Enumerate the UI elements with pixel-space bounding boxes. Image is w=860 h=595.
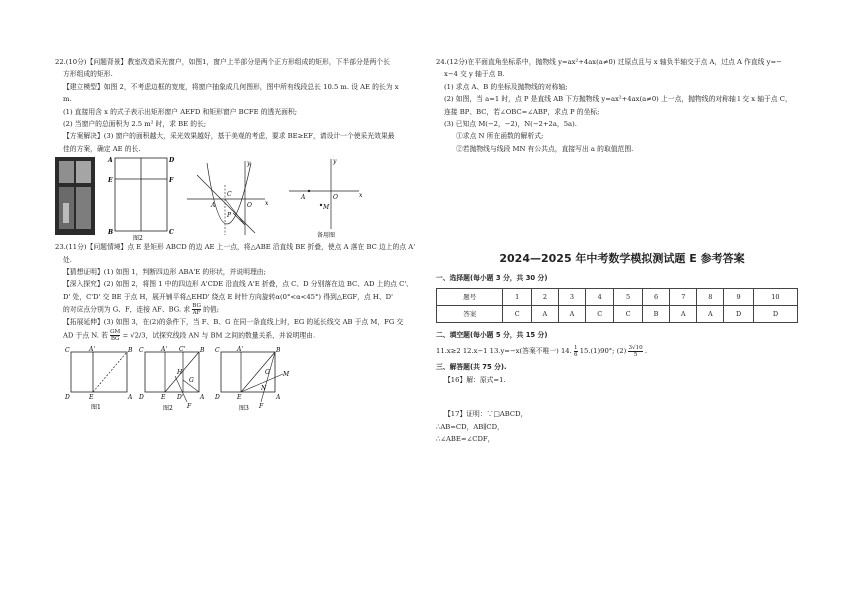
answer-table [436,288,798,323]
figure-23-1 [65,346,135,412]
q24-line5: 连接 BP、BC，若∠OBC=∠ABP，求点 P 的坐标; [444,107,600,116]
table-row: 题号 1 2 3 4 5 6 7 8 9 10 [437,289,798,306]
caption-23-1: 图1 [91,403,101,411]
q22-line1: 22.(10分)【问题背景】教室改造采光窗户，如图1，窗户上半部分是两个正方形组成的矩形，下半部分是两个长 [55,58,390,66]
q24-line1: 24.(12分)在平面直角坐标系中，抛物线 y=ax²+4ax(a≠0) 过原点且与 x 轴负半轴交于点 A，过点 A 作直线 y=− [436,58,782,66]
section-solve: 三、解答题(共 75 分). [436,363,507,372]
q22-line8: 佳的方案，确定 AE 的长. [63,144,141,153]
fig2-F: F [187,402,192,410]
right-column [436,0,808,446]
label-O: O [247,202,252,210]
fig3-F: F [259,402,264,410]
label-E: E [108,177,113,185]
fig2-A-prime: A' [161,345,167,353]
answer-16: 【16】解：原式=1. [444,375,506,384]
q23-line8: AD 于点 N. 若 $\frac{GM}{BG}$ = √2/3，试探究线段 AN 与 BM 之间的数量关系，并说明理由. [63,328,316,342]
section-choice: 一、选择题(每小题 3 分，共 30 分) [436,273,548,282]
answer-title: 2024—2025 年中考数学模拟测试题 E 参考答案 [499,252,745,266]
q22-line6: (2) 当窗户的总面积为 2.5 m² 时，求 BE 的长; [63,120,207,129]
fig3-B: B [276,346,281,354]
label-D: D [169,157,175,165]
q23-line4: 【深入探究】(2) 如图 2，将图 1 中的四边形 A'CDE 沿直线 A'E 折叠，点 C、D 分别落在边 BC、AD 上的点 C'、 [63,280,413,289]
answer-17-line2: ∴AB=CD，AB∥CD， [436,422,504,431]
q23-line5: D' 处，C'D' 交 BE 于点 H，展开铺平将△EHD' 绕点 E 时针方向旋转α(0°<α<45°) 得到△EGF，点 H、D' [63,292,393,301]
caption-backup: 备用图 [317,232,336,240]
caption-23-2: 图2 [163,404,173,412]
fig3-A-prime: A' [237,345,243,353]
fig3-A: A [276,393,281,401]
q22-figures [55,155,417,241]
fill-answers: 11.x≥2 12.x−1 13.y=−x(答案不唯一) 14. $\frac{1}{6}$ 15.(1)90°; (2) $\frac{3√10}{5}$ . [436,344,648,358]
fig1-A: A [128,393,133,401]
q22-line3: 【建立模型】如图 2，不考虑边框的宽度，将窗户抽象成几何图形，图中所有线段总长 10.5 m. 设 AE 的长为 x [63,82,399,91]
left-column [55,0,417,410]
label-A2: A [211,202,216,210]
q23-line3: 【猜想证明】(1) 如图 1，判断四边形 ABA'E 的形状，并说明理由; [63,268,266,277]
fig2-B: B [200,346,205,354]
fig3-C: C [215,346,220,354]
label-x2: x [359,192,363,200]
fraction-3sqrt10-5: $\frac{3√10}{5}$ [628,344,643,358]
fig1-C: C [65,346,70,354]
fig3-G: G [265,368,270,376]
q24-line6: (3) 已知点 M(−2，−2)，N(−2+2a，5a). [444,120,577,129]
label-B: B [108,229,114,237]
q24-line7: ①求点 N 所在函数的解析式; [456,132,544,141]
fig3-N: N [261,384,267,392]
window-photo [55,157,95,235]
q24-line4: (2) 如图，当 a=1 时，点 P 是直线 AB 下方抛物线 y=ax²+4ax(a≠0) 上一点，抛物线的对称轴 l 交 x 轴于点 C， [444,95,792,104]
caption-fig2: 图2 [133,235,143,242]
fig3-E: E [237,393,242,401]
figure-23-2 [139,346,209,412]
q24-line3: (1) 求点 A、B 的坐标及抛物线的对称轴; [444,82,568,91]
q23-line2: 处. [63,255,72,264]
label-P: P [227,212,232,220]
fig1-D: D [65,393,70,401]
q23-line6: 的对应点分别为 G、F，连接 AF、BG. 求 $\frac{BG}{AF}$ 的值; [63,303,220,317]
fig1-E: E [89,393,94,401]
label-O2: O [333,194,338,202]
q22-line7: 【方案解决】(3) 窗户的面积越大，采光效果越好，基于美观的考虑，要求 BE≥EF，请设计一个使采光效果最 [63,132,395,141]
q23-figures [55,342,417,410]
fig2-H: H [177,368,183,376]
fraction-bg-af: $\frac{BG}{AF}$ [192,303,201,317]
label-M: M [323,204,330,212]
label-C: C [169,229,174,237]
q22-line4: m. [63,95,72,104]
label-F: F [169,177,174,185]
label-y2: y [333,158,337,166]
label-A: A [108,157,113,165]
fig2-C: C [139,346,144,354]
figure-22-2 [105,155,183,241]
q22-line2: 方形组成的矩形. [63,70,113,79]
q24-line8: ②若抛物线与线段 MN 有公共点，直接写出 a 的取值范围. [456,144,634,153]
section-fill: 二、填空题(每小题 5 分，共 15 分) [436,331,548,340]
label-A3: A [301,194,306,202]
fig2-G: G [189,376,194,384]
label-C2: C [227,191,232,199]
fig1-B: B [128,346,133,354]
fig2-A: A [200,393,205,401]
table-row: 答案 C A A C C B A A D D [437,306,798,323]
fig2-D: D [139,393,144,401]
fraction-one-sixth: $\frac{1}{6}$ [573,344,578,358]
figure-24-backup [287,155,367,241]
fig1-A-prime: A' [89,345,95,353]
label-y: y [247,160,251,168]
fig2-C-prime: C' [179,345,186,353]
fig2-D-prime: D' [177,393,184,401]
answer-17-line3: ∴∠ABE=∠CDF， [436,435,495,444]
fig3-M: M [283,370,290,378]
figure-23-3 [215,346,295,412]
fraction-gm-bg: $\frac{GM}{BG}$ [110,328,121,342]
label-x: x [265,200,269,208]
fig3-D: D [215,393,220,401]
answer-17-line1: 【17】证明：∵□ABCD， [444,410,528,419]
q23-line1: 23.(11分)【问题情境】点 E 是矩形 ABCD 的边 AE 上一点，将△ABE 沿直线 BE 折叠，使点 A 落在 BC 边上的点 A' [55,243,416,252]
q23-line7: 【拓展延伸】(3) 如图 3，在(2)的条件下，当 F、B、G 在同一条直线上时，EG 的延长线交 AB 于点 M，FG 交 [63,318,404,327]
figure-24-graph [185,155,275,241]
caption-23-3: 图3 [239,404,249,412]
q22-line5: (1) 直接用含 x 的式子表示出矩形窗户 AEFD 和矩形窗户 BCFE 的透光面积; [63,107,298,116]
q24-line2: x−4 交 y 轴于点 B. [444,70,505,79]
fig2-E: E [161,393,166,401]
